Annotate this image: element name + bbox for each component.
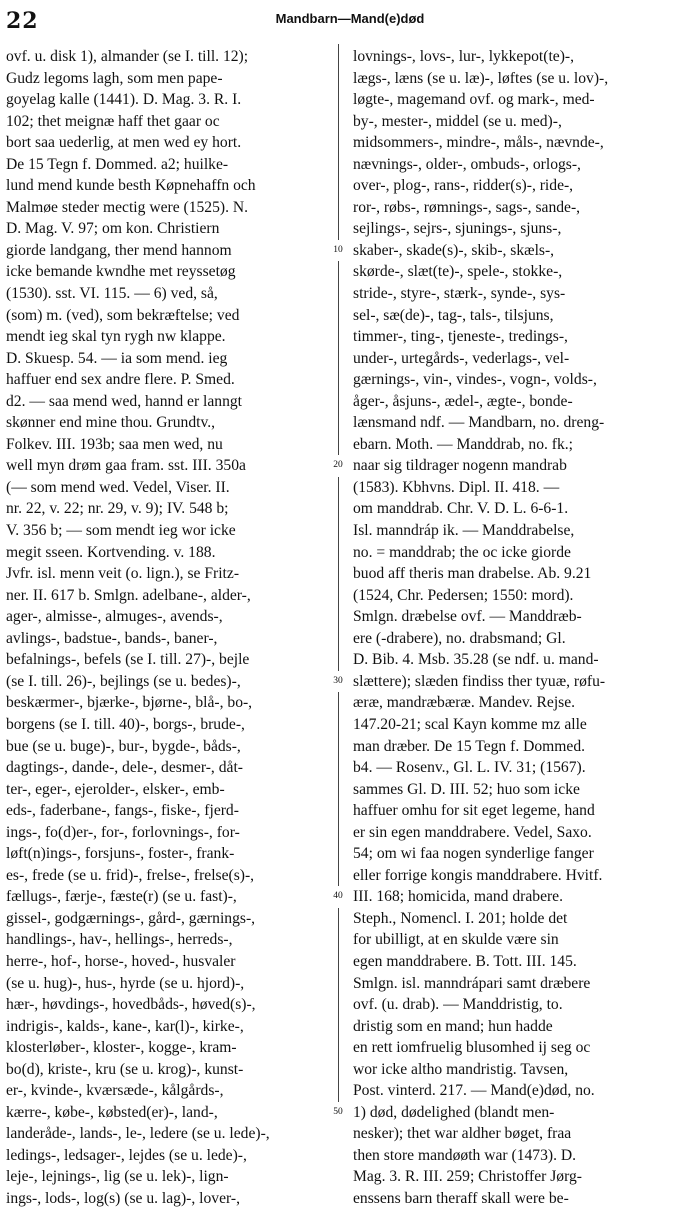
text-line: (1524, Chr. Pedersen; 1550: mord). [353,586,574,604]
text-line: under-, urtegårds-, vederlags-, vel- [353,349,570,367]
text-line: landeråde-, lands-, le-, ledere (se u. lede)-, [6,1125,270,1143]
text-line: avlings-, badstue-, bands-, baner-, [6,629,218,647]
text-line: slættere); slæden findiss ther tyuæ, røfu- [353,672,606,690]
right-column [353,46,683,1210]
text-line: naar sig tildrager nogenn mandrab [353,457,567,475]
text-line: sejlings-, sejrs-, sjunings-, sjuns-, [353,220,562,238]
text-line: handlings-, hav-, hellings-, herreds-, [6,931,233,949]
text-line: er-, kvinde-, kværsæde-, kålgårds-, [6,1082,224,1100]
line-number: 40 [326,886,350,908]
text-line: over-, plog-, rans-, ridder(s)-, ride-, [353,177,574,195]
text-line: løgte-, magemand ovf. og mark-, med- [353,91,595,109]
text-line: ere (-drabere), no. drabsmand; Gl. [353,629,566,647]
text-line: buod aff theris man drabelse. Ab. 9.21 [353,565,592,583]
text-line: 147.20-21; scal Kayn komme mz alle [353,715,587,733]
text-line: ovf. u. disk 1), almander (se I. till. 12); [6,48,249,65]
text-line: Jvfr. isl. menn veit (o. lign.), se Fritz- [6,565,240,583]
text-line: bort saa uederlig, at men wed ey hort. [6,134,242,152]
text-line: gissel-, godgærnings-, gård-, gærnings-, [6,909,256,927]
text-line: D. Skuesp. 54. — ia som mend. ieg [6,349,228,367]
page-header [0,0,690,40]
text-line: Mag. 3. R. III. 259; Christoffer Jørg- [353,1168,582,1186]
text-line: enssens barn theraff skall were be- [353,1189,569,1207]
text-line: Isl. manndráp ik. — Manddrabelse, [353,522,575,540]
text-line: ings-, fo(d)er-, for-, forlovnings-, for- [6,823,240,841]
text-line: Smlgn. isl. manndrápari samt dræbere [353,974,591,992]
text-line: (som) m. (ved), som bekræftelse; ved [6,306,240,324]
text-line: ter-, eger-, ejerolder-, elsker-, emb- [6,780,225,798]
text-line: 54; om wi faa nogen synderlige fanger [353,845,594,863]
text-line: egen manddrabere. B. Tott. III. 145. [353,952,577,970]
running-head: Mandbarn—Mand(e)død [275,11,425,26]
line-number: 10 [326,240,350,262]
text-line: (se u. hug)-, hus-, hyrde (se u. hjord)-, [6,974,245,992]
text-line: (— som mend wed. Vedel, Viser. II. [6,478,230,496]
text-line: ledings-, ledsager-, lejdes (se u. lede)-, [6,1146,247,1164]
text-line: løft(n)ings-, forsjuns-, foster-, frank- [6,845,235,863]
text-line: ebarn. Moth. — Manddrab, no. fk.; [353,435,574,453]
page-number: 22 [6,8,39,34]
text-line: V. 356 b; — som mendt ieg wor icke [6,522,236,540]
line-number: 30 [326,671,350,693]
text-line: befalnings-, befels (se I. till. 27)-, bejle [6,651,250,669]
text-line: skønner end mine thou. Grundtv., [6,414,216,432]
text-line: es-, frede (se u. frid)-, frelse-, frelse(s)-, [6,866,255,884]
column-divider [338,44,339,1114]
text-line: fællugs-, færje-, fæste(r) (se u. fast)-, [6,888,237,906]
text-line: eds-, faderbane-, fangs-, fiske-, fjerd- [6,802,239,820]
text-line: dagtings-, dande-, dele-, desmer-, dåt- [6,759,243,777]
text-line: goyelag kalle (1441). D. Mag. 3. R. I. [6,91,242,109]
text-line: klosterløber-, kloster-, kogge-, kram- [6,1039,237,1057]
text-line: beskærmer-, bjærke-, bjørne-, blå-, bo-, [6,694,253,712]
text-line: Malmøe steder mectig were (1525). N. [6,198,249,216]
text-line: ror-, røbs-, rømnings-, sags-, sande-, [353,198,581,216]
text-line: haffuer omhu for sit eget legeme, hand [353,802,595,820]
text-line: er sin egen manddrabere. Vedel, Saxo. [353,823,592,841]
text-line: eller forrige kongis manddrabere. Hvitf. [353,866,603,884]
text-line: kærre-, købe-, købsted(er)-, land-, [6,1103,218,1121]
text-line: nesker); thet war aldher bøget, fraa [353,1125,572,1143]
text-line: ager-, almisse-, almuges-, avends-, [6,608,223,626]
text-line: åger-, åsjuns-, ædel-, ægte-, bonde- [353,392,573,410]
text-line: ings-, lods-, log(s) (se u. lag)-, lover-, [6,1189,240,1207]
text-line: gærnings-, vin-, vindes-, vogn-, volds-, [353,371,597,389]
text-line: herre-, hof-, horse-, hoved-, husvaler [6,952,236,970]
text-line: sel-, sæ(de)-, tag-, tals-, tilsjuns, [353,306,554,324]
text-line: skørde-, slæt(te)-, spele-, stokke-, [353,263,563,281]
text-line: III. 168; homicida, mand drabere. [353,888,564,906]
text-line: no. = manddrab; the oc icke giorde [353,543,571,561]
text-line: om manddrab. Chr. V. D. L. 6-6-1. [353,500,569,518]
text-line: lænsmand ndf. — Mandbarn, no. dreng- [353,414,605,432]
left-column [6,46,328,1210]
text-line: borgens (se I. till. 40)-, borgs-, brude-, [6,715,245,733]
text-line: Smlgn. dræbelse ovf. — Manddræb- [353,608,582,626]
text-line: bo(d), kriste-, kru (se u. krog)-, kunst- [6,1060,244,1078]
text-line: timmer-, ting-, tjeneste-, tredings-, [353,328,568,346]
text-line: by-, mester-, middel (se u. med)-, [353,112,562,130]
text-line: sammes Gl. D. III. 52; huo som icke [353,780,580,798]
text-line: nr. 22, v. 22; nr. 29, v. 9); IV. 548 b; [6,500,229,518]
text-line: leje-, lejnings-, lig (se u. lek)-, lign- [6,1168,229,1186]
text-line: (1583). Kbhvns. Dipl. II. 418. — [353,478,560,496]
text-line: skaber-, skade(s)-, skib-, skæls-, [353,241,555,259]
text-line: bue (se u. buge)-, bur-, bygde-, båds-, [6,737,241,755]
text-line: lægs-, læns (se u. læ)-, løftes (se u. lov)-, [353,69,609,87]
text-line: en rett iomfruelig blusomhed ij seg oc [353,1039,591,1057]
text-line: icke bemande kwndhe met reyssetøg [6,263,236,281]
text-line: indrigis-, kalds-, kane-, kar(l)-, kirke-, [6,1017,244,1035]
text-line: 1) død, dødelighed (blandt men- [353,1103,555,1121]
text-line: giorde landgang, ther mend hannom [6,241,232,259]
line-number: 50 [326,1102,350,1124]
text-line: De 15 Tegn f. Dommed. a2; huilke- [6,155,229,173]
text-line: nævnings-, older-, ombuds-, orlogs-, [353,155,581,173]
text-line: Post. vinterd. 217. — Mand(e)død, no. [353,1082,595,1100]
text-line: haffuer end sex andre flere. P. Smed. [6,371,235,389]
text-line: wor icke altho mandristig. Tavsen, [353,1060,569,1078]
text-line: (se I. till. 26)-, bejlings (se u. bedes)-, [6,672,241,690]
text-line: ovf. (u. drab). — Manddristig, to. [353,996,563,1014]
text-line: ner. II. 617 b. Smlgn. adelbane-, alder-, [6,586,251,604]
text-line: b4. — Rosenv., Gl. L. IV. 31; (1567). [353,759,586,777]
text-line: then store mandøøth war (1473). D. [353,1146,577,1164]
text-line: well myn drøm gaa fram. sst. III. 350a [6,457,246,475]
text-line: æræ, mandræbæræ. Mandev. Rejse. [353,694,576,712]
text-line: man dræber. De 15 Tegn f. Dommed. [353,737,586,755]
text-line: Steph., Nomencl. I. 201; holde det [353,909,568,927]
text-line: midsommers-, mindre-, måls-, nævnde-, [353,134,604,152]
text-line: Gudz legoms lagh, som men pape- [6,69,223,87]
text-line: dristig som en mand; hun hadde [353,1017,553,1035]
text-line: mendt ieg skal tyn rygh nw klappe. [6,328,226,346]
text-line: for ubilligt, at en skulde være sin [353,931,559,949]
text-line: D. Bib. 4. Msb. 35.28 (se ndf. u. mand- [353,651,599,669]
text-line: (1530). sst. VI. 115. — 6) ved, så, [6,285,218,303]
line-number: 20 [326,455,350,477]
text-line: lovnings-, lovs-, lur-, lykkepot(te)-, [353,48,574,65]
text-line: megit sseen. Kortvending. v. 188. [6,543,216,561]
text-line: 102; thet meignæ haff thet gaar oc [6,112,220,130]
text-line: stride-, styre-, stærk-, synde-, sys- [353,285,566,303]
text-line: D. Mag. V. 97; om kon. Christiern [6,220,220,238]
text-line: Folkev. III. 193b; saa men wed, nu [6,435,223,453]
text-line: lund mend kunde besth Køpnehaffn och [6,177,256,195]
text-line: d2. — saa mend wed, hannd er lanngt [6,392,243,410]
text-line: hær-, høvdings-, hovedbåds-, høved(s)-, [6,996,256,1014]
